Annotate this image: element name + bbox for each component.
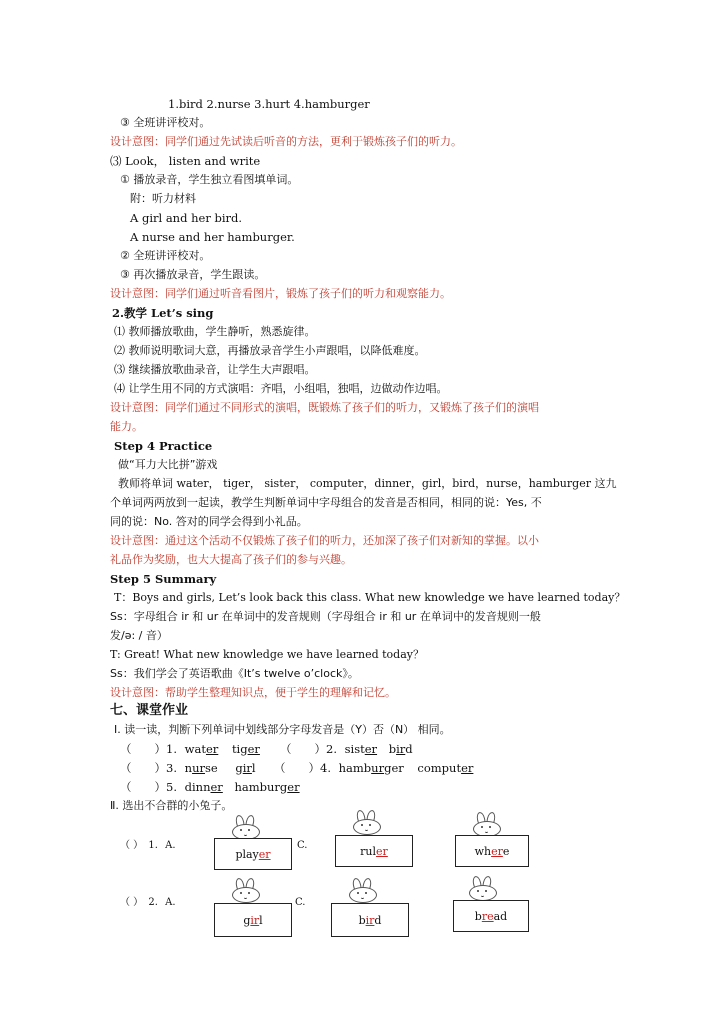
step-item: ⑶ 继续播放歌曲录音，让学生大声跟唱。 <box>114 363 316 376</box>
design-note: 设计意图：同学们通过听音看图片，锻炼了孩子们的听力和观察能力。 <box>110 287 451 300</box>
section-heading: 2.教学 Let’s sing <box>112 306 214 320</box>
step-item: ⑴ 教师播放歌曲，学生静听，熟悉旋律。 <box>114 325 316 338</box>
paragraph: 教师将单词 water， tiger， sister， computer，dinner，girl，bird，nurse，hamburger 这九 <box>118 477 617 490</box>
exercise-row: （ ）2. sister bird <box>280 742 413 756</box>
paragraph: 同的说：No. 答对的同学会得到小礼品。 <box>110 515 308 528</box>
appendix-label: 附：听力材料 <box>130 192 196 205</box>
listening-material: A nurse and her hamburger. <box>130 230 295 244</box>
section-heading: Step 4 Practice <box>114 439 213 453</box>
answer-blank[interactable]: （ ） <box>120 780 166 794</box>
listening-material: A girl and her bird. <box>130 211 243 225</box>
exercise-row: （ ）3. nurse girl <box>120 761 256 775</box>
step-item: ⑷ 让学生用不同的方式演唱：齐唱，小组唱，独唱，边做动作边唱。 <box>114 382 448 395</box>
word-card[interactable]: wh er e <box>455 835 529 867</box>
design-note: 设计意图：同学们通过不同形式的演唱，既锻炼了孩子们的听力，又锻炼了孩子们的演唱 <box>110 401 539 414</box>
dialogue-line: T: Great! What new knowledge we have learned today？ <box>110 648 424 661</box>
step-item: ③ 全班讲评校对。 <box>120 116 211 129</box>
word-card[interactable]: rul er <box>335 835 413 867</box>
exercise-row: （ ）5. dinner hamburger <box>120 780 300 794</box>
dialogue-line: Ss：我们学会了英语歌曲《It’s twelve o’clock》。 <box>110 667 359 680</box>
exercise-instruction: Ⅰ. 读一读，判断下列单词中划线部分字母发音是（Y）否（N） 相同。 <box>114 723 451 736</box>
word-card[interactable]: b re ad <box>453 900 529 932</box>
exercise-row: （ ） 2. A. <box>120 897 176 908</box>
exercise-row: （ ）1. water tiger <box>120 742 260 756</box>
section-heading: ⑶ Look， listen and write <box>110 154 261 168</box>
rabbit-icon <box>349 810 383 834</box>
step-item: ⑵ 教师说明歌词大意，再播放录音学生小声跟唱，以降低难度。 <box>114 344 426 357</box>
answer-blank[interactable]: （ ） <box>280 742 326 756</box>
design-note: 设计意图：通过这个活动不仅锻炼了孩子们的听力，还加深了孩子们对新知的掌握。以小 <box>110 534 539 547</box>
design-note: 设计意图：帮助学生整理知识点，便于学生的理解和记忆。 <box>110 686 396 699</box>
answer-line: 1.bird 2.nurse 3.hurt 4.hamburger <box>168 97 370 111</box>
word-card[interactable]: b ir d <box>331 903 409 937</box>
answer-blank[interactable]: （ ） <box>120 840 144 851</box>
dialogue-line: 发/ə: / 音） <box>110 629 168 642</box>
paragraph: 做“耳力大比拼”游戏 <box>118 458 218 471</box>
homework-heading: 七、课堂作业 <box>110 703 189 718</box>
design-note: 设计意图：同学们通过先试读后听音的方法，更利于锻炼孩子们的听力。 <box>110 135 462 148</box>
answer-blank[interactable]: （ ） <box>120 742 166 756</box>
option-label: C. <box>295 897 306 908</box>
step-item: ③ 再次播放录音，学生跟读。 <box>120 268 266 281</box>
section-heading: Step 5 Summary <box>110 572 217 586</box>
answer-blank[interactable]: （ ） <box>120 761 166 775</box>
rabbit-icon <box>469 812 503 836</box>
exercise-row: （ ）4. hamburger computer <box>274 761 474 775</box>
exercise-row: （ ） 1. A. <box>120 840 176 851</box>
option-label: C. <box>297 840 308 851</box>
paragraph: 个单词两两放到一起读，教学生判断单词中字母组合的发音是否相同，相同的说：Yes, 不 <box>110 496 542 509</box>
step-item: ① 播放录音，学生独立看图填单词。 <box>120 173 299 186</box>
answer-blank[interactable]: （ ） <box>120 897 144 908</box>
word-card[interactable]: g ir l <box>214 903 292 937</box>
design-note: 礼品作为奖励，也大大提高了孩子们的参与兴趣。 <box>110 553 352 566</box>
dialogue-line: Ss：字母组合 ir 和 ur 在单词中的发音规则（字母组合 ir 和 ur 在单词中的发音规则一般 <box>110 610 541 623</box>
rabbit-icon <box>345 878 379 902</box>
word-card[interactable]: play er <box>214 838 292 870</box>
rabbit-icon <box>465 876 499 900</box>
step-item: ② 全班讲评校对。 <box>120 249 211 262</box>
answer-blank[interactable]: （ ） <box>274 761 320 775</box>
dialogue-line: T：Boys and girls, Let’s look back this class. What new knowledge we have learned today？ <box>114 591 626 604</box>
exercise-instruction: Ⅱ. 选出不合群的小兔子。 <box>110 799 233 812</box>
design-note: 能力。 <box>110 420 143 433</box>
rabbit-icon <box>228 815 262 839</box>
rabbit-icon <box>228 878 262 902</box>
